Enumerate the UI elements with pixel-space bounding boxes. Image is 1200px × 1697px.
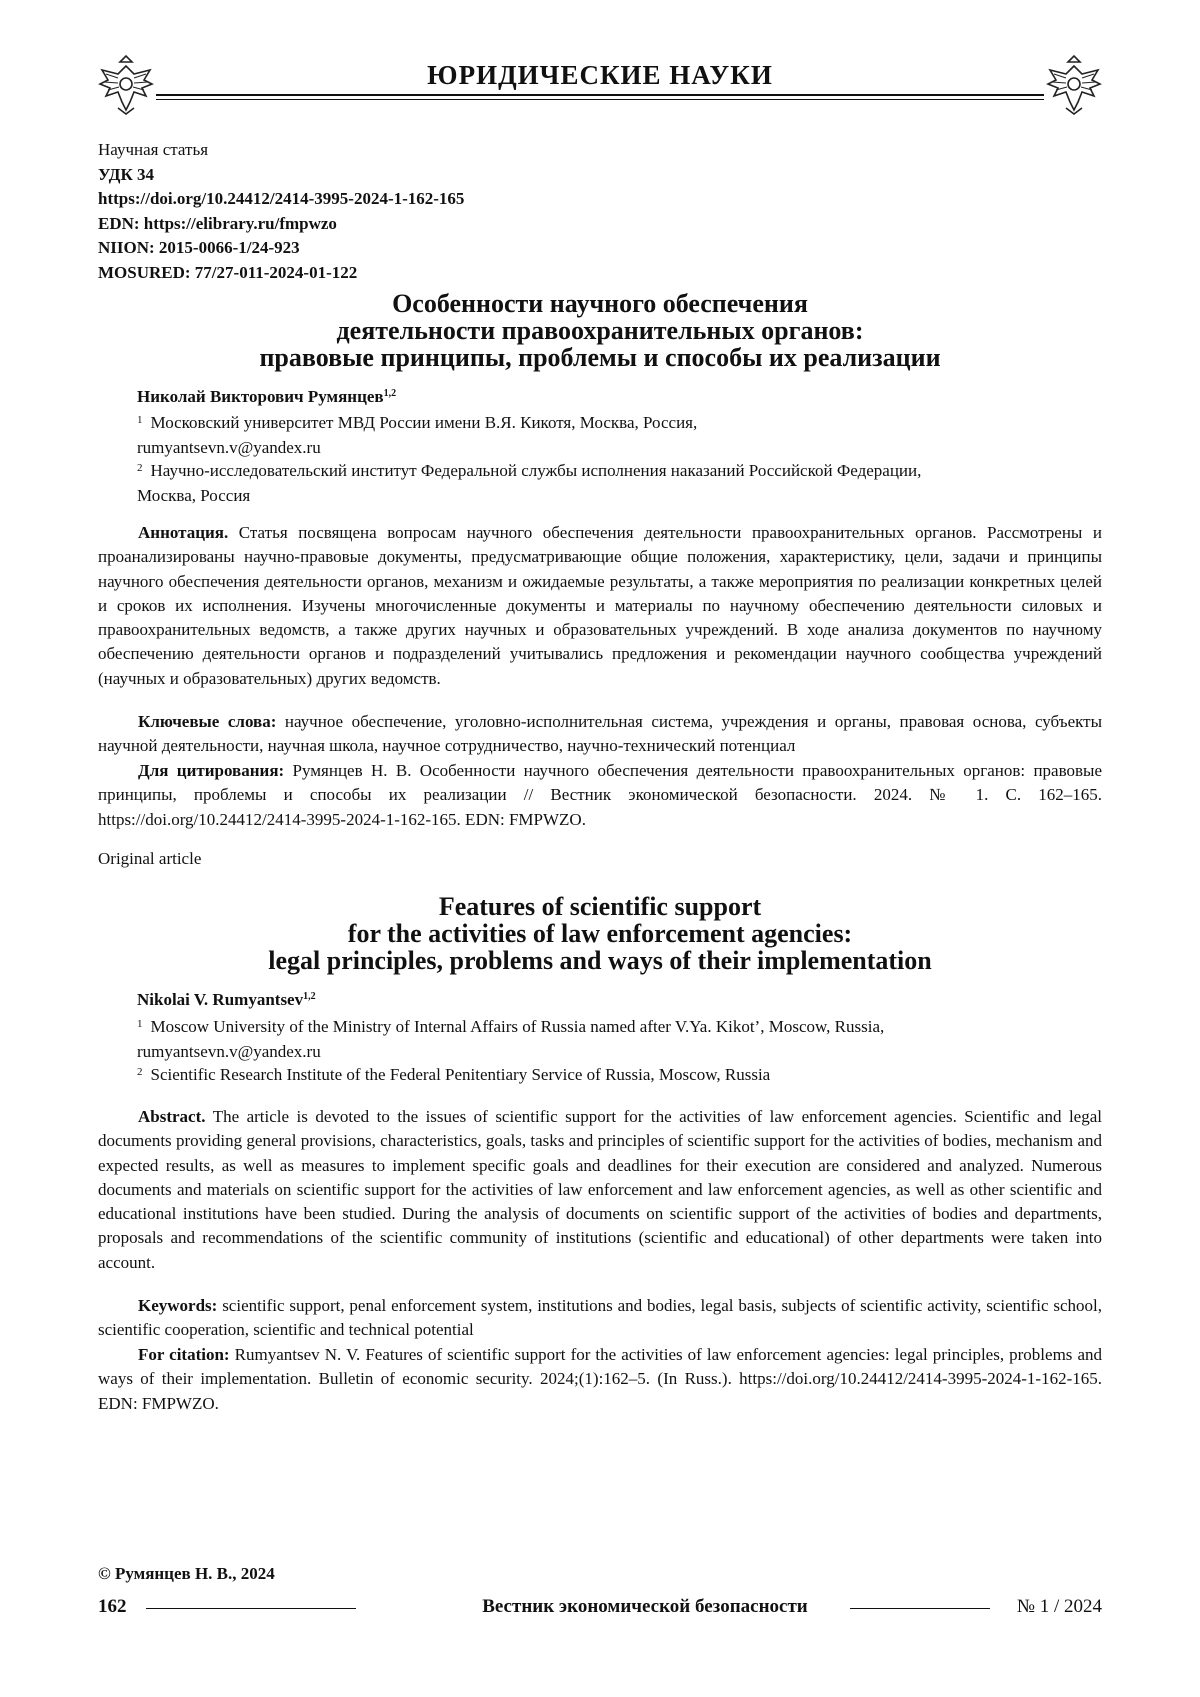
copyright-notice: © Румянцев Н. В., 2024 xyxy=(98,1564,275,1583)
author-name: Николай Викторович Румянцев xyxy=(137,387,384,406)
title-line: for the activities of law enforcement agencies: xyxy=(347,919,853,948)
affiliation-text: Московский университет МВД России имени В.Я. Кикотя, Москва, Россия, xyxy=(150,413,698,432)
article-metadata xyxy=(98,138,464,285)
page-number: 162 xyxy=(98,1596,127,1617)
title-line: legal principles, problems and ways of their implementation xyxy=(268,946,932,975)
title-en xyxy=(98,893,1102,974)
abstract-text: Статья посвящена вопросам научного обеспечения деятельности правоохранительных органов. Рассмотрены и проанализированы научно-правовые документы, предусматривающие общие положения, характеристику, цели, задачи и принципы научного обеспечения деятельности органов, механизм и ожидаемые результаты, а также мероприятия по реализации конкретных целей и сроков их исполнения. Изучены многочисленные документы и материалы по научному обеспечению деятельности силовых и правоохранительных ведомств, а также других научных и образовательных учреждений. В ходе анализа документов по научному обеспечению деятельности органов и подразделений учитывались предложения и рекомендации научного сообщества учреждений (научных и образовательных) других ведомств. xyxy=(98,523,1103,688)
title-line: правовые принципы, проблемы и способы их реализации xyxy=(259,343,941,372)
affiliation-ru-2 xyxy=(137,456,1092,508)
author-superscript: 1,2 xyxy=(383,388,397,399)
citation-ru xyxy=(98,759,1102,832)
affiliation-ru-1 xyxy=(137,408,1092,460)
keywords-ru xyxy=(98,710,1102,759)
author-name: Nikolai V. Rumyantsev xyxy=(137,990,304,1009)
citation-label: Для цитирования: xyxy=(138,761,285,780)
title-ru xyxy=(98,290,1102,371)
affiliation-en-2 xyxy=(137,1060,1092,1088)
affiliation-number: 1 xyxy=(137,1018,143,1030)
keywords-text: scientific support, penal enforcement system, institutions and bodies, legal basis, subjects of scientific activity, scientific school, scientific cooperation, scientific and technical potential xyxy=(98,1296,1103,1340)
running-header xyxy=(96,52,1104,124)
udk: УДК 34 xyxy=(98,164,155,184)
affiliation-en-1 xyxy=(137,1012,1092,1064)
journal-title: Вестник экономической безопасности xyxy=(482,1596,808,1617)
title-line: Особенности научного обеспечения xyxy=(392,289,808,318)
edn-link[interactable]: EDN: https://elibrary.ru/fmpwzo xyxy=(98,213,337,233)
affiliation-number: 2 xyxy=(137,462,143,474)
header-rule xyxy=(156,94,1044,100)
keywords-label: Ключевые слова: xyxy=(138,712,277,731)
author-email[interactable]: rumyantsevn.v@yandex.ru xyxy=(137,1041,321,1061)
citation-en xyxy=(98,1343,1102,1416)
footer-rule xyxy=(146,1608,356,1609)
keywords-label: Keywords: xyxy=(138,1296,218,1315)
doi-link[interactable]: https://doi.org/10.24412/2414-3995-2024-1-162-165 xyxy=(98,189,465,208)
title-line: деятельности правоохранительных органов: xyxy=(336,316,864,345)
title-line: Features of scientific support xyxy=(438,892,762,921)
niion: NIION: 2015-0066-1/24-923 xyxy=(98,238,300,257)
article-type-en: Original article xyxy=(98,849,202,868)
citation-text: Румянцев Н. В. Особенности научного обеспечения деятельности правоохранительных органов: правовые принципы, проблемы и способы их реализации // Вестник экономической безопасности. 2024. № 1. С. 162–165. https://doi.org/10.24412/2414-3995-2024-1-162-165. EDN: FMPWZO. xyxy=(98,761,1102,829)
keywords-en xyxy=(98,1294,1102,1343)
affiliation-number: 1 xyxy=(137,414,143,426)
affiliation-text: Moscow University of the Ministry of Internal Affairs of Russia named after V.Ya. Kikot’, Moscow, Russia, xyxy=(150,1017,885,1036)
author-en xyxy=(137,990,316,1010)
article-type: Научная статья xyxy=(98,140,209,159)
author-superscript: 1,2 xyxy=(303,991,316,1002)
footer-rule xyxy=(850,1608,990,1609)
eagle-emblem-icon xyxy=(1044,52,1104,118)
affiliation-text-cont: Москва, Россия xyxy=(137,485,251,505)
mosured: MOSURED: 77/27-011-2024-01-122 xyxy=(98,262,358,282)
citation-text: Rumyantsev N. V. Features of scientific support for the activities of law enforcement agencies: legal principles, problems and ways of their implementation. Bulletin of economic security. 2024;(1):162–5. (In Russ.). https://doi.org/10.24412/2414-3995-2024-1-162-165. EDN: FMPWZO. xyxy=(98,1345,1102,1413)
issue-number: № 1 / 2024 xyxy=(1016,1596,1102,1617)
keywords-text: научное обеспечение, уголовно-исполнительная система, учреждения и органы, правовая основа, субъекты научной деятельности, научная школа, научное сотрудничество, научно-технический потенциал xyxy=(98,712,1103,756)
affiliation-text: Scientific Research Institute of the Federal Penitentiary Service of Russia, Moscow, Russia xyxy=(150,1065,771,1084)
affiliation-text: Научно-исследовательский институт Федеральной службы исполнения наказаний Российской Федерации, xyxy=(150,461,922,480)
section-title: ЮРИДИЧЕСКИЕ НАУКИ xyxy=(427,60,773,90)
author-ru xyxy=(137,387,396,407)
abstract-ru xyxy=(98,521,1102,691)
abstract-label: Abstract. xyxy=(138,1107,206,1126)
abstract-en xyxy=(98,1105,1102,1275)
abstract-label: Аннотация. xyxy=(138,523,229,542)
affiliation-number: 2 xyxy=(137,1066,143,1078)
citation-label: For citation: xyxy=(138,1345,230,1364)
abstract-text: The article is devoted to the issues of scientific support for the activities of law enforcement agencies. Scientific and legal documents providing general provisions, characteristics, goals, tasks and principles of scientific support for the activities of bodies, mechanism and expected results, as well as measures to implement specific goals and deadlines for their execution are considered and analyzed. Numerous documents and materials on scientific support for the activities of law enforcement and law enforcement agencies, as well as other scientific and educational institutions have been studied. During the analysis of documents on scientific support of the activities of bodies and departments, proposals and recommendations of the scientific community of institutions (scientific and educational) of other departments were taken into account. xyxy=(98,1107,1102,1272)
running-footer xyxy=(98,1596,1102,1626)
author-email[interactable]: rumyantsevn.v@yandex.ru xyxy=(137,437,321,457)
